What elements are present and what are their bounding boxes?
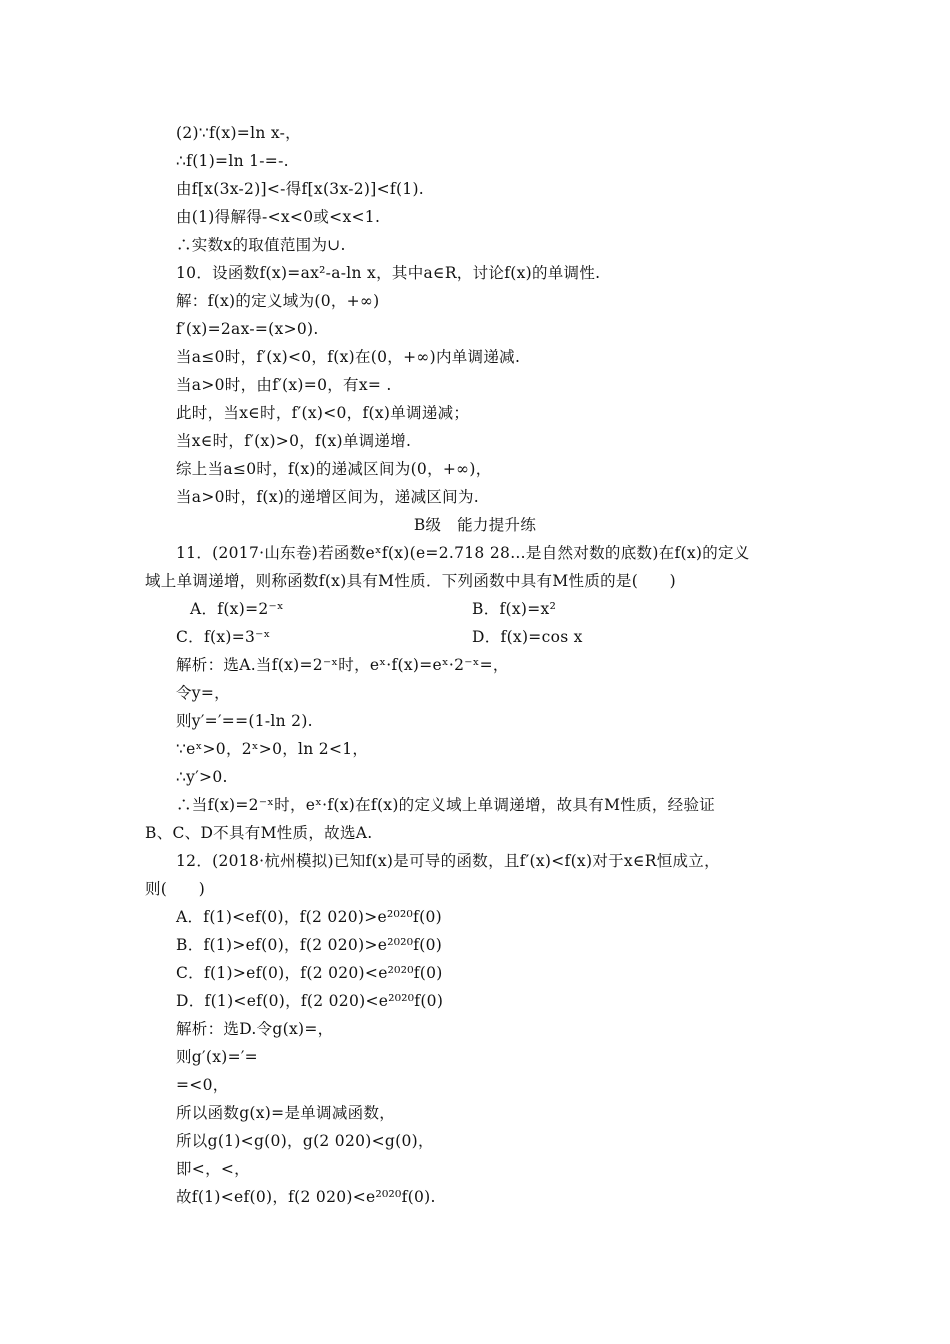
text-line: 此时，当x∈时，f′(x)<0，f(x)单调递减； — [176, 404, 470, 422]
text-line: 解析：选D.令g(x)=， — [176, 1020, 334, 1038]
text-line: B、C、D不具有M性质，故选A. — [145, 824, 373, 842]
text-line: 所以g(1)<g(0)，g(2 020)<g(0)， — [176, 1132, 434, 1150]
text-line: ∴y′>0. — [176, 768, 228, 786]
text-line: 由(1)得解得-<x<0或<x<1. — [176, 208, 381, 226]
question-11: 11．(2017·山东卷)若函数eˣf(x)(e=2.718 28…是自然对数的底数)在f(x)的定义 — [176, 544, 750, 562]
option-d: D．f(x)=cos x — [472, 628, 583, 646]
text-line: ∴当f(x)=2⁻ˣ时，eˣ·f(x)在f(x)的定义域上单调递增，故具有M性质，经验证 — [176, 796, 716, 814]
text-line: 综上当a≤0时，f(x)的递减区间为(0，+∞)， — [176, 460, 492, 478]
text-line: 所以函数g(x)=是单调减函数， — [176, 1104, 396, 1122]
option-a: A．f(1)<ef(0)，f(2 020)>e²⁰²⁰f(0) — [176, 908, 442, 926]
section-heading: B级 能力提升练 — [413, 516, 537, 534]
text-line: 令y=， — [176, 684, 230, 702]
text-line: 当a>0时，f(x)的递增区间为，递减区间为. — [176, 488, 479, 506]
text-line: 则y′=′==(1-ln 2). — [176, 712, 313, 730]
text-line: ∴f(1)=ln 1-=-. — [176, 152, 289, 170]
text-line: 即<，<， — [176, 1160, 250, 1178]
text-line: (2)∵f(x)=ln x-， — [176, 124, 301, 142]
text-line: =<0， — [176, 1076, 229, 1094]
option-b: B．f(1)>ef(0)，f(2 020)>e²⁰²⁰f(0) — [176, 936, 443, 954]
question-10: 10．设函数f(x)=ax²-a-ln x，其中a∈R，讨论f(x)的单调性. — [176, 264, 601, 282]
text-line: 则g′(x)=′= — [176, 1048, 258, 1066]
text-line: ∴实数x的取值范围为∪. — [176, 236, 346, 254]
text-line: 当a>0时，由f′(x)=0，有x= . — [176, 376, 392, 394]
option-d: D．f(1)<ef(0)，f(2 020)<e²⁰²⁰f(0) — [176, 992, 444, 1010]
text-line: 则( ) — [145, 880, 206, 898]
option-a: A．f(x)=2⁻ˣ — [190, 600, 284, 618]
text-line: f′(x)=2ax-=(x>0). — [176, 320, 319, 338]
question-12: 12．(2018·杭州模拟)已知f(x)是可导的函数，且f′(x)<f(x)对于x∈R恒成立， — [176, 852, 720, 870]
text-line: 解析：选A.当f(x)=2⁻ˣ时，eˣ·f(x)=eˣ·2⁻ˣ=， — [176, 656, 509, 674]
text-line: 当a≤0时，f′(x)<0，f(x)在(0，+∞)内单调递减. — [176, 348, 521, 366]
text-line: 由f[x(3x-2)]<-得f[x(3x-2)]<f(1). — [176, 180, 425, 198]
option-c: C．f(x)=3⁻ˣ — [176, 628, 271, 646]
text-line: ∵eˣ>0，2ˣ>0，ln 2<1， — [176, 740, 369, 758]
text-line: 当x∈时，f′(x)>0，f(x)单调递增. — [176, 432, 412, 450]
text-line: 域上单调递增，则称函数f(x)具有M性质．下列函数中具有M性质的是( ) — [145, 572, 677, 590]
text-line: 解：f(x)的定义域为(0，+∞) — [176, 292, 380, 310]
text-line: 故f(1)<ef(0)，f(2 020)<e²⁰²⁰f(0). — [176, 1188, 436, 1206]
option-c: C．f(1)>ef(0)，f(2 020)<e²⁰²⁰f(0) — [176, 964, 443, 982]
option-b: B．f(x)=x² — [472, 600, 557, 618]
